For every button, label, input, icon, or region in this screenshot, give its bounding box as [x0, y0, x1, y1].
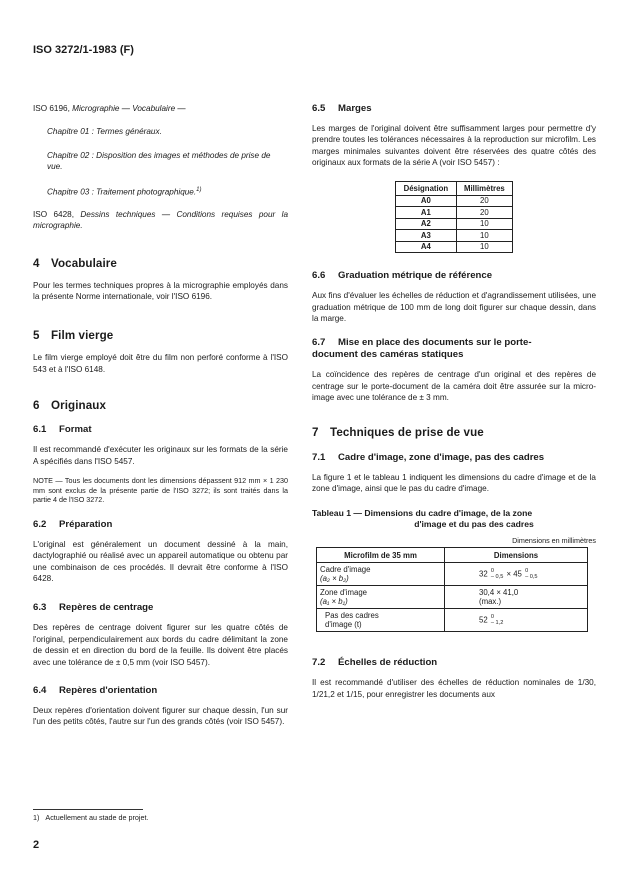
- footnote-text: Actuellement au stade de projet.: [45, 813, 149, 822]
- table-cell-value: 52 0 – 1,2: [445, 609, 588, 632]
- table-row: [317, 609, 588, 632]
- section-5-heading: 5 Film vierge: [33, 329, 114, 343]
- table-cell: 10: [456, 230, 512, 242]
- section-6-1-heading: 6.1 Format: [33, 424, 92, 436]
- section-6-2-text: L'original est généralement un document dessiné à la main, dactylographié ou réalisé avec un appareil automatique ou obtenu par une combinaison de ces procédés. Il devrait être conforme à l'ISO 6428.: [33, 539, 288, 584]
- table-cell-value: 32 0 – 0,5 × 45 0 – 0,5: [445, 563, 588, 586]
- table-header-row: [396, 181, 513, 195]
- left-column: [33, 100, 288, 728]
- section-6-3-text: Des repères de centrage doivent figurer sur les quatre côtés de l'original, perpendiculairement aux bords du cadre délimitant la zone de dessin et en direction du bord de la feuille. Ils doivent être placés avec une tolérance de ± 0,5 mm (voir ISO 5457).: [33, 623, 288, 667]
- section-4-text: Pour les termes techniques propres à la micrographie employés dans la présente Norme internationale, voir l'ISO 6196.: [33, 280, 288, 301]
- section-6-heading: 6 Originaux: [33, 399, 107, 413]
- section-4-heading: 4 Vocabulaire: [33, 256, 117, 270]
- section-6-1-text: Il est recommandé d'exécuter les originaux sur les formats de la série A spécifiés dans l'ISO 5457.: [33, 445, 288, 466]
- footnote: [33, 813, 149, 822]
- section-6-6-text: Aux fins d'évaluer les échelles de réduction et d'agrandissement utilisées, une graduation métrique de 100 mm de long doit figurer sur chaque dessin, dans la marge.: [312, 291, 596, 323]
- right-column: [312, 100, 596, 700]
- table-cell-value: 30,4 × 41,0 (max.): [445, 586, 588, 609]
- table-1: [316, 547, 588, 632]
- table-row: [396, 230, 513, 242]
- ref-title: Micrographie — Vocabulaire —: [72, 104, 186, 113]
- chapter-01: Chapitre 01 : Termes généraux.: [47, 127, 162, 137]
- section-7-1-heading: 7.1 Cadre d'image, zone d'image, pas des cadres: [312, 451, 545, 463]
- section-6-4-heading: 6.4 Repères d'orientation: [33, 685, 158, 697]
- footnote-mark: 1): [33, 813, 40, 822]
- page-number: 2: [33, 839, 40, 851]
- section-7-2-text: Il est recommandé d'utiliser des échelles de réduction nominales de 1/30, 1/21,2 et 1/15, pour enregistrer les documents aux: [312, 678, 596, 699]
- section-6-7-text: La coïncidence des repères de centrage d'un original et des repères de centrage sur le porte-document de la caméra doit être assurée sur la micro-image avec une tolérance de ± 3 mm.: [312, 370, 596, 403]
- table-cell: A1: [396, 207, 457, 219]
- section-6-5-heading: 6.5 Marges: [312, 103, 372, 114]
- ref-lead: ISO 6196,: [33, 104, 73, 113]
- table-cell: 10: [456, 241, 512, 253]
- table-row: [396, 241, 513, 253]
- table-row: [396, 218, 513, 230]
- document-id-header: ISO 3272/1-1983 (F): [33, 44, 134, 56]
- table-cell: 20: [456, 195, 512, 207]
- table-cell: A2: [396, 218, 457, 230]
- table-cell: A4: [396, 241, 457, 253]
- section-6-4-text: Deux repères d'orientation doivent figurer sur chaque dessin, l'un sur l'un des petits côtés, l'autre sur l'un des grands côtés (voir ISO 5457).: [33, 706, 288, 727]
- table-row: [317, 563, 588, 586]
- table-cell: A0: [396, 195, 457, 207]
- table-cell-label: Cadre d'image (a₂ × b₂): [317, 563, 445, 586]
- table-cell: 10: [456, 218, 512, 230]
- section-6-1-note: NOTE — Tous les documents dont les dimensions dépassent 912 mm × 1 230 mm sont exclus de la présente partie de l'ISO 3272; ils sont traités dans la partie 4 de l'ISO 3272.: [33, 476, 288, 505]
- table-row: [317, 586, 588, 609]
- section-6-3-heading: 6.3 Repères de centrage: [33, 602, 154, 614]
- section-5-text: Le film vierge employé doit être du film non perforé conforme à l'ISO 543 et à l'ISO 6148.: [33, 353, 288, 374]
- table-row: [396, 195, 513, 207]
- table-cell-label: Pas des cadres d'image (t): [317, 609, 445, 632]
- table-header: Millimètres: [456, 181, 512, 195]
- ref-lead: ISO 6428,: [33, 209, 81, 219]
- reference-iso-6428: [33, 209, 288, 232]
- margins-table: [395, 181, 513, 254]
- section-6-5-text: Les marges de l'original doivent être suffisamment larges pour permettre d'y prendre toutes les tolérances nécessaires à la reproduction sur microfilm. Les marges minimales suivantes doivent être réservées des quatre côtés des originaux aux formats de la série A (voir ISO 5457) :: [312, 124, 596, 168]
- reference-iso-6196: [33, 103, 288, 114]
- ref-title: Dessins techniques — Conditions requises pour la micrographie.: [33, 209, 288, 231]
- caption-line: Tableau 1 — Dimensions du cadre d'image, de la zone: [312, 508, 533, 519]
- section-7-2-heading: 7.2 Échelles de réduction: [312, 657, 438, 669]
- footnote-ref: 1): [196, 186, 202, 193]
- chapter-03: [33, 185, 288, 198]
- table-cell: 20: [456, 207, 512, 219]
- table-1-caption: [312, 508, 596, 530]
- table-1-units: Dimensions en millimètres: [512, 536, 596, 546]
- section-6-6-heading: 6.6 Graduation métrique de référence: [312, 270, 493, 282]
- chapter-03-text: Chapitre 03 : Traitement photographique.: [47, 187, 197, 197]
- footnote-divider: [33, 809, 143, 810]
- table-cell-label: Zone d'image (a₁ × b₁): [317, 586, 445, 609]
- table-header: Désignation: [396, 181, 457, 195]
- chapter-02: Chapitre 02 : Disposition des images et méthodes de prise de vue.: [47, 150, 271, 172]
- section-7-1-text: La figure 1 et le tableau 1 indiquent les dimensions du cadre d'image et de la zone d'image, ainsi que le pas du cadre d'image.: [312, 472, 596, 493]
- table-header: Microfilm de 35 mm: [317, 548, 445, 563]
- table-header-row: [317, 548, 588, 563]
- table-header: Dimensions: [445, 548, 588, 563]
- section-7-heading: 7 Techniques de prise de vue: [312, 425, 484, 439]
- caption-line: d'image et du pas des cadres: [414, 519, 534, 530]
- table-cell: A3: [396, 230, 457, 242]
- table-row: [396, 207, 513, 219]
- section-6-2-heading: 6.2 Préparation: [33, 518, 113, 530]
- section-6-7-heading: 6.7 Mise en place des documents sur le porte- document des caméras statiques: [312, 337, 532, 361]
